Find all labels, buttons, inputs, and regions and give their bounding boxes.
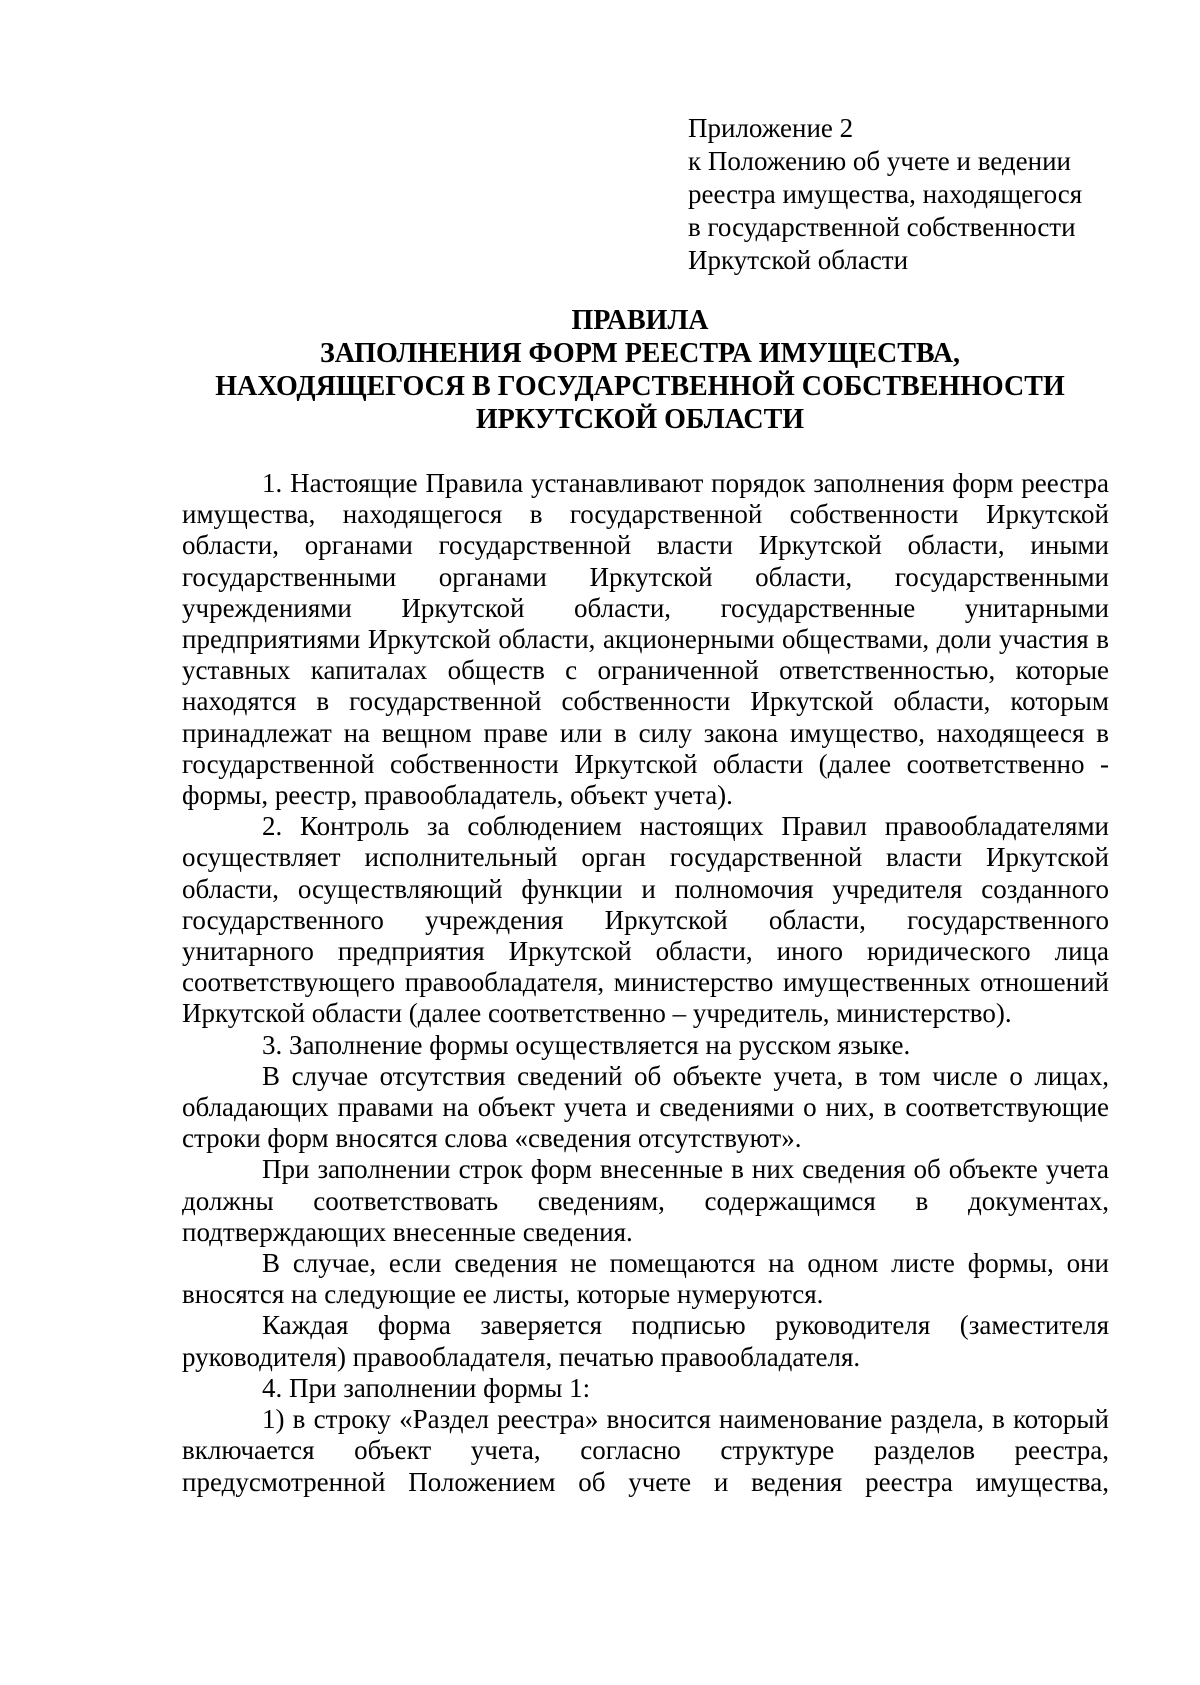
title-line: ИРКУТСКОЙ ОБЛАСТИ xyxy=(475,404,805,435)
paragraph-1: 1. Настоящие Правила устанавливают порядок заполнения форм реестра имущества, находящегося в государственной собственности Иркутской области, органами государственной власти Иркутской области, иными государственными органами Иркутской области, государственными учреждениями Иркутской области, государственные унитарными предприятиями Иркутской области, акционерными обществами, доли участия в уставных капиталах обществ с ограниченной ответственностью, которые находятся в государственной собственности Иркутской области, которым принадлежат на вещном праве или в силу закона имущество, находящееся в государственной собственности Иркутской области (далее соответственно - формы, реестр, правообладатель, объект учета). xyxy=(182,468,1109,811)
paragraph-5: При заполнении строк форм внесенные в них сведения об объекте учета должны соответствовать сведениям, содержащимся в документах, подтверждающих внесенные сведения. xyxy=(182,1154,1109,1247)
paragraph-7: Каждая форма заверяется подписью руководителя (заместителя руководителя) правообладателя, печатью правообладателя. xyxy=(182,1310,1109,1372)
document-title xyxy=(170,304,1110,436)
paragraph-3: 3. Заполнение формы осуществляется на русском языке. xyxy=(262,1029,911,1060)
appendix-line: Приложение 2 xyxy=(688,113,854,143)
paragraph-9: 1) в строку «Раздел реестра» вносится наименование раздела, в который включается объект учета, согласно структуре разделов реестра, предусмотренной Положением об учете и ведения реестра имущества, xyxy=(182,1404,1109,1497)
appendix-line: в государственной собственности xyxy=(688,212,1076,242)
appendix-line: Иркутской области xyxy=(688,245,909,275)
title-line: НАХОДЯЩЕГОСЯ В ГОСУДАРСТВЕННОЙ СОБСТВЕННОСТИ xyxy=(215,371,1065,402)
document-body xyxy=(182,468,1109,1498)
title-line: ЗАПОЛНЕНИЯ ФОРМ РЕЕСТРА ИМУЩЕСТВА, xyxy=(319,338,961,369)
paragraph-4: В случае отсутствия сведений об объекте учета, в том числе о лицах, обладающих правами на объект учета и сведениями о них, в соответствующие строки форм вносятся слова «сведения отсутствуют». xyxy=(182,1060,1109,1154)
paragraph-8: 4. При заполнении формы 1: xyxy=(262,1372,591,1403)
paragraph-2: 2. Контроль за соблюдением настоящих Правил правообладателями осуществляет исполнительный орган государственной власти Иркутской области, осуществляющий функции и полномочия учредителя созданного государственного учреждения Иркутской области, государственного унитарного предприятия Иркутской области, иного юридического лица соответствующего правообладателя, министерство имущественных отношений Иркутской области (далее соответственно – учредитель, министерство). xyxy=(182,811,1109,1029)
appendix-line: к Положению об учете и ведении xyxy=(688,146,1071,176)
appendix-header xyxy=(688,112,1082,277)
paragraph-6: В случае, если сведения не помещаются на одном листе формы, они вносятся на следующие ее листы, которые нумеруются. xyxy=(182,1248,1109,1310)
appendix-line: реестра имущества, находящегося xyxy=(688,179,1083,209)
title-line: ПРАВИЛА xyxy=(571,305,709,336)
